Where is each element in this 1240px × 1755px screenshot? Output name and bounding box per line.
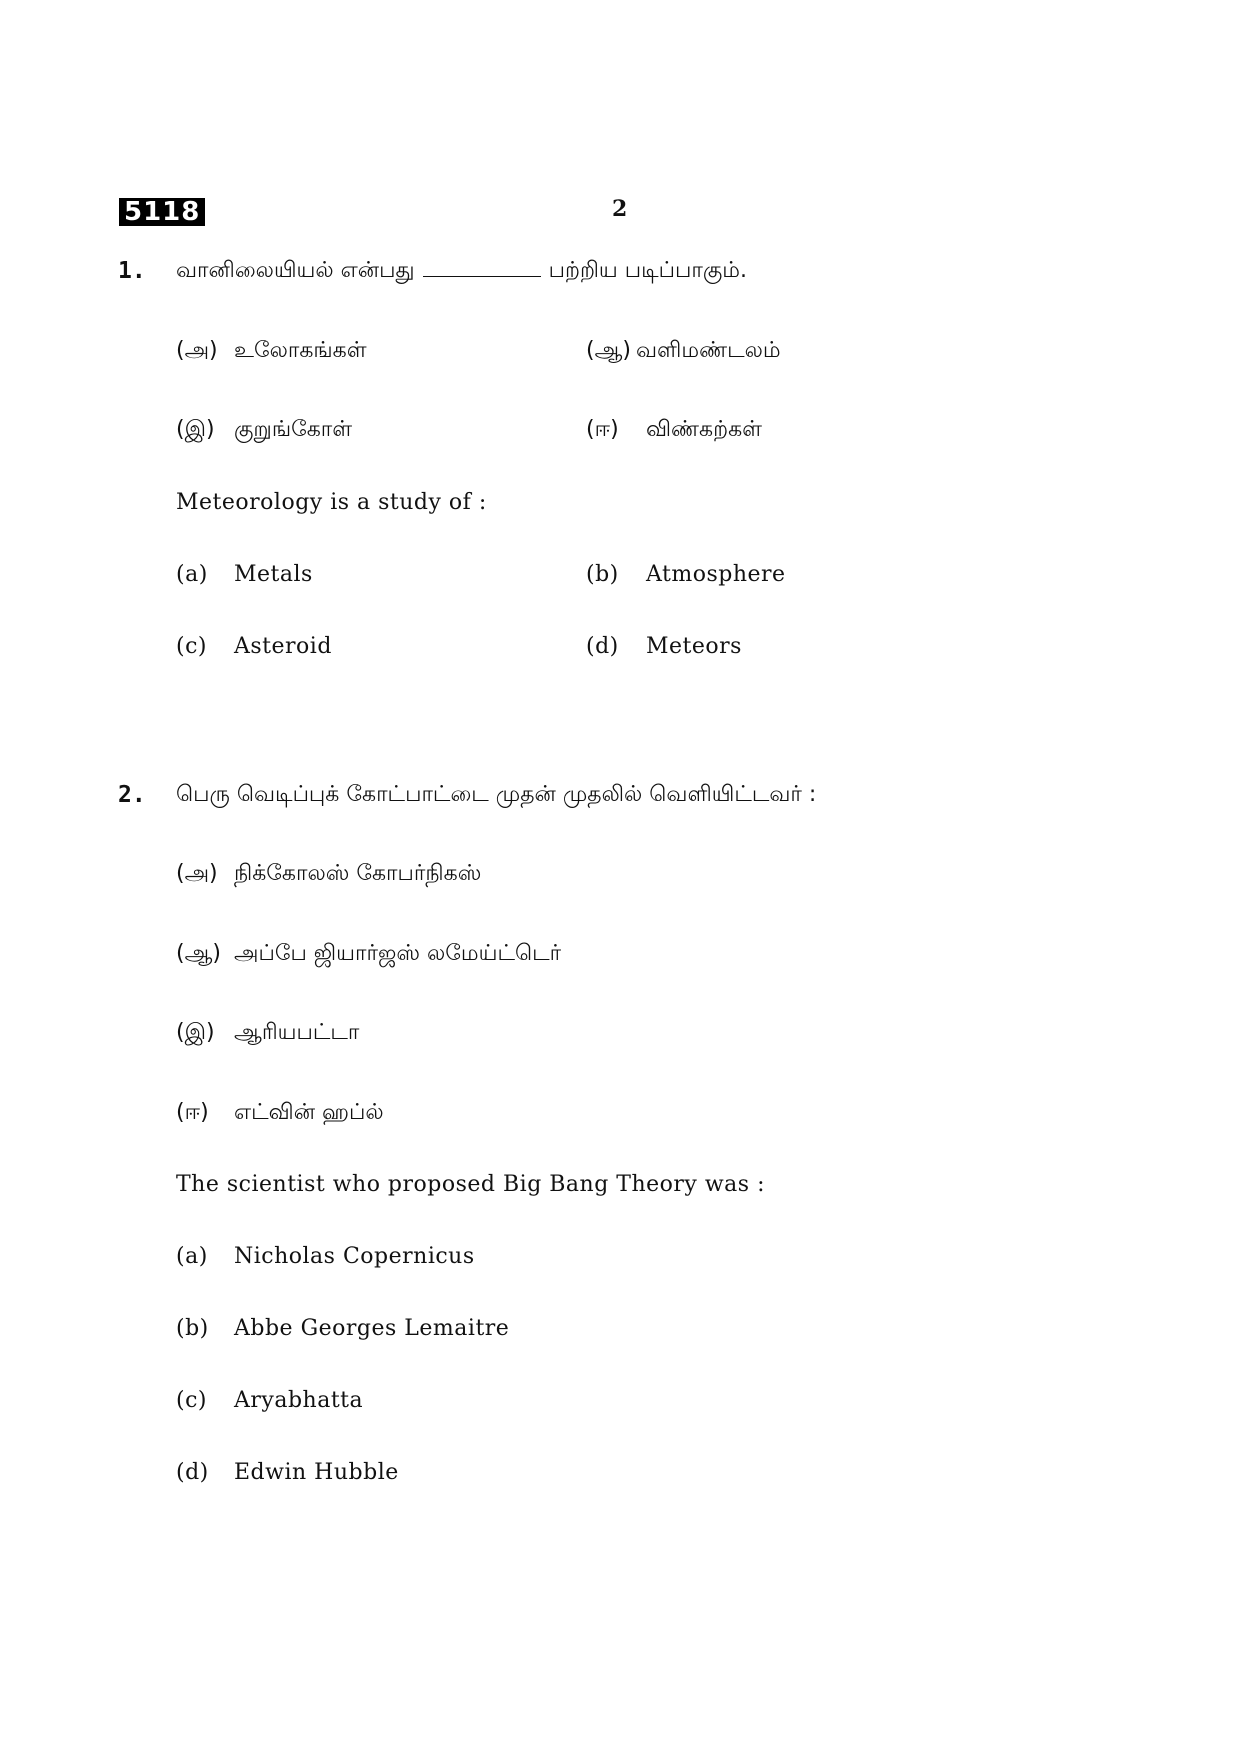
stem-before-blank: வானிலையியல் என்பது <box>176 258 415 283</box>
page-number: 2 <box>612 196 628 222</box>
option-label: (b) <box>586 562 619 587</box>
option-text: நிக்கோலஸ் கோபர்நிகஸ் <box>234 861 482 886</box>
option-text: விண்கற்கள் <box>646 417 762 442</box>
tamil-question-stem: பெரு வெடிப்புக் கோட்பாட்டை முதன் முதலில் வெளியிட்டவர் : <box>176 782 817 807</box>
option-label: (d) <box>586 634 619 659</box>
tamil-question-stem <box>176 258 747 286</box>
option-text: உலோகங்கள் <box>234 338 367 363</box>
option-label: (ஈ) <box>176 1100 209 1125</box>
option-label: (a) <box>176 562 208 587</box>
option-label: (இ) <box>176 1020 215 1045</box>
fill-in-blank <box>423 262 541 277</box>
option-label: (ஈ) <box>586 417 619 442</box>
question-number: 2. <box>118 782 146 808</box>
option-label: (a) <box>176 1244 208 1269</box>
english-question-stem: Meteorology is a study of : <box>176 490 487 515</box>
option-label: (d) <box>176 1460 209 1485</box>
option-label: (b) <box>176 1316 209 1341</box>
option-text: Abbe Georges Lemaitre <box>234 1316 510 1341</box>
option-text: வளிமண்டலம் <box>636 338 781 363</box>
option-label: (அ) <box>176 338 218 363</box>
option-label: (ஆ) <box>176 941 221 966</box>
option-text: எட்வின் ஹப்ல் <box>234 1100 384 1125</box>
option-label: (அ) <box>176 861 218 886</box>
option-text: அப்பே ஜியார்ஜஸ் லமேய்ட்டெர் <box>234 941 562 966</box>
option-text: ஆரியபட்டா <box>234 1020 360 1045</box>
stem-after-blank: பற்றிய படிப்பாகும். <box>548 258 747 283</box>
option-text: Aryabhatta <box>234 1388 364 1413</box>
english-question-stem: The scientist who proposed Big Bang Theory was : <box>176 1172 765 1197</box>
option-text: Asteroid <box>234 634 332 659</box>
option-text: Atmosphere <box>646 562 786 587</box>
paper-code-badge: 5118 <box>119 198 205 226</box>
option-text: Edwin Hubble <box>234 1460 399 1485</box>
option-label: (ஆ) <box>586 338 631 363</box>
option-label: (இ) <box>176 417 215 442</box>
option-text: Nicholas Copernicus <box>234 1244 475 1269</box>
option-label: (c) <box>176 634 207 659</box>
option-text: Metals <box>234 562 313 587</box>
option-text: Meteors <box>646 634 742 659</box>
option-label: (c) <box>176 1388 207 1413</box>
question-number: 1. <box>118 258 146 284</box>
option-text: குறுங்கோள் <box>234 417 353 442</box>
